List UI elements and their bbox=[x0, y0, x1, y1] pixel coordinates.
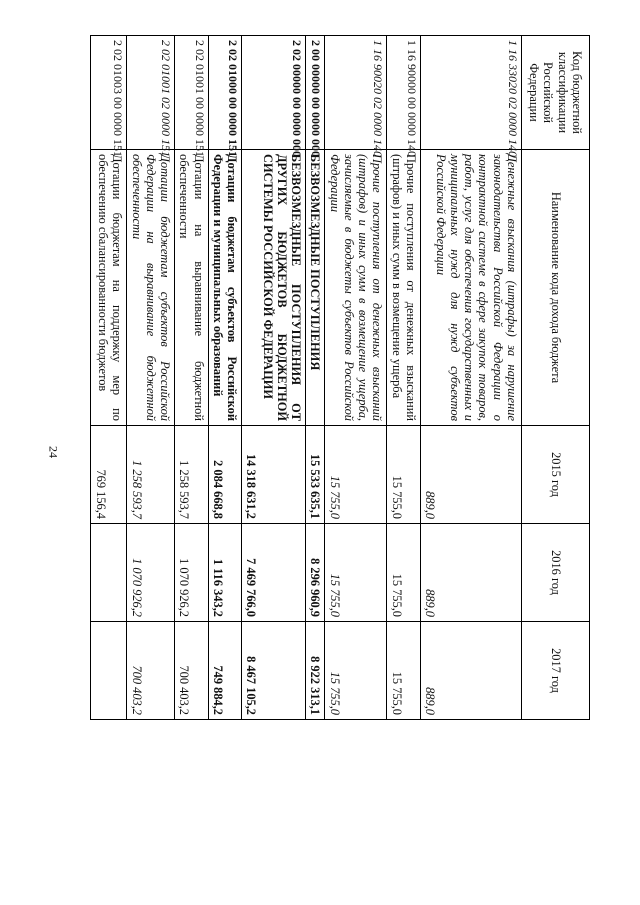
table-header-row bbox=[522, 36, 590, 866]
row-code: 2 02 01001 00 0000 151 bbox=[175, 36, 209, 150]
row-value-2016: 1 070 926,2 bbox=[175, 524, 209, 622]
table-row bbox=[325, 36, 387, 866]
row-code: 2 00 00000 00 0000 000 bbox=[306, 36, 325, 150]
row-name: БЕЗВОЗМЕЗДНЫЕ ПОСТУПЛЕНИЯ bbox=[306, 150, 325, 426]
row-code: 1 16 33020 02 0000 140 bbox=[421, 36, 522, 150]
row-code: 2 02 01000 00 0000 151 bbox=[208, 36, 242, 150]
row-name: Прочие поступления от денежных взысканий (штрафов) и иных сумм в возмещение ущерба bbox=[387, 150, 421, 426]
row-value-2016 bbox=[91, 524, 127, 622]
row-value-2016: 15 755,0 bbox=[325, 524, 387, 622]
row-value-2016: 7 469 766,0 bbox=[242, 524, 306, 622]
row-value-2016: 8 296 960,9 bbox=[306, 524, 325, 622]
row-name: БЕЗВОЗМЕЗДНЫЕ ПОСТУПЛЕНИЯ ОТ ДРУГИХ БЮДЖЕТОВ БЮДЖЕТНОЙ СИСТЕМЫ РОССИЙСКОЙ ФЕДЕРАЦИИ bbox=[242, 150, 306, 426]
row-value-2016: 889,0 bbox=[421, 524, 522, 622]
table-row bbox=[127, 36, 175, 866]
row-value-2017: 889,0 bbox=[421, 622, 522, 720]
row-name: Дотации бюджетам субъектов Российской Федерации на выравнивание бюджетной обеспеченности bbox=[127, 150, 175, 426]
row-value-2015: 769 156,4 bbox=[91, 426, 127, 524]
row-value-2017: 15 755,0 bbox=[387, 622, 421, 720]
row-name: Прочие поступления от денежных взысканий (штрафов) и иных сумм в возмещение ущерба, зачисляемые в бюджеты субъектов Российской Федерации bbox=[325, 150, 387, 426]
row-value-2015: 15 533 635,1 bbox=[306, 426, 325, 524]
row-value-2017: 8 922 313,1 bbox=[306, 622, 325, 720]
table-row bbox=[421, 36, 522, 866]
table-row bbox=[242, 36, 306, 866]
row-value-2016: 15 755,0 bbox=[387, 524, 421, 622]
row-code: 2 02 01003 00 0000 151 bbox=[91, 36, 127, 150]
table-row bbox=[208, 36, 242, 866]
row-name: Дотации бюджетам субъектов Российской Федерации и муниципальных образований bbox=[208, 150, 242, 426]
table-row bbox=[91, 36, 127, 866]
row-value-2015: 15 755,0 bbox=[325, 426, 387, 524]
row-name: Денежные взыскания (штрафы) за нарушение законодательства Российской Федерации о контрактной системе в сфере закупок товаров, работ, услуг для обеспечения государственных и муниципальных нужд для нужд субъектов Российской Федерации bbox=[421, 150, 522, 426]
row-code: 2 02 01001 02 0000 151 bbox=[127, 36, 175, 150]
page-number: 24 bbox=[46, 446, 61, 458]
row-name: Дотации на выравнивание бюджетной обеспеченности bbox=[175, 150, 209, 426]
budget-table-container bbox=[78, 35, 590, 865]
table-row bbox=[306, 36, 325, 866]
row-value-2017: 700 403,2 bbox=[175, 622, 209, 720]
table-row bbox=[175, 36, 209, 866]
row-name: Дотации бюджетам на поддержку мер по обеспечению сбалансированности бюджетов bbox=[91, 150, 127, 426]
row-code: 1 16 90020 02 0000 140 bbox=[325, 36, 387, 150]
row-value-2017 bbox=[91, 622, 127, 720]
row-value-2015: 2 084 668,8 bbox=[208, 426, 242, 524]
header-2016: 2016 год bbox=[522, 524, 590, 622]
budget-revenue-table bbox=[90, 35, 590, 866]
row-value-2017: 749 884,2 bbox=[208, 622, 242, 720]
row-value-2016: 1 116 343,2 bbox=[208, 524, 242, 622]
header-name: Наименование кода дохода бюджета bbox=[522, 150, 590, 426]
table-row bbox=[387, 36, 421, 866]
header-2017: 2017 год bbox=[522, 622, 590, 720]
row-value-2017: 8 467 105,2 bbox=[242, 622, 306, 720]
row-value-2017: 15 755,0 bbox=[325, 622, 387, 720]
row-value-2016: 1 070 926,2 bbox=[127, 524, 175, 622]
row-value-2015: 14 318 631,2 bbox=[242, 426, 306, 524]
row-value-2017: 700 403,2 bbox=[127, 622, 175, 720]
row-value-2015: 1 258 593,7 bbox=[175, 426, 209, 524]
row-value-2015: 1 258 593,7 bbox=[127, 426, 175, 524]
row-code: 2 02 00000 00 0000 000 bbox=[242, 36, 306, 150]
row-code: 1 16 90000 00 0000 140 bbox=[387, 36, 421, 150]
header-code: Код бюджетной классификации Российской Федерации bbox=[522, 36, 590, 150]
row-value-2015: 889,0 bbox=[421, 426, 522, 524]
header-2015: 2015 год bbox=[522, 426, 590, 524]
row-value-2015: 15 755,0 bbox=[387, 426, 421, 524]
rotated-page-area bbox=[78, 35, 590, 865]
